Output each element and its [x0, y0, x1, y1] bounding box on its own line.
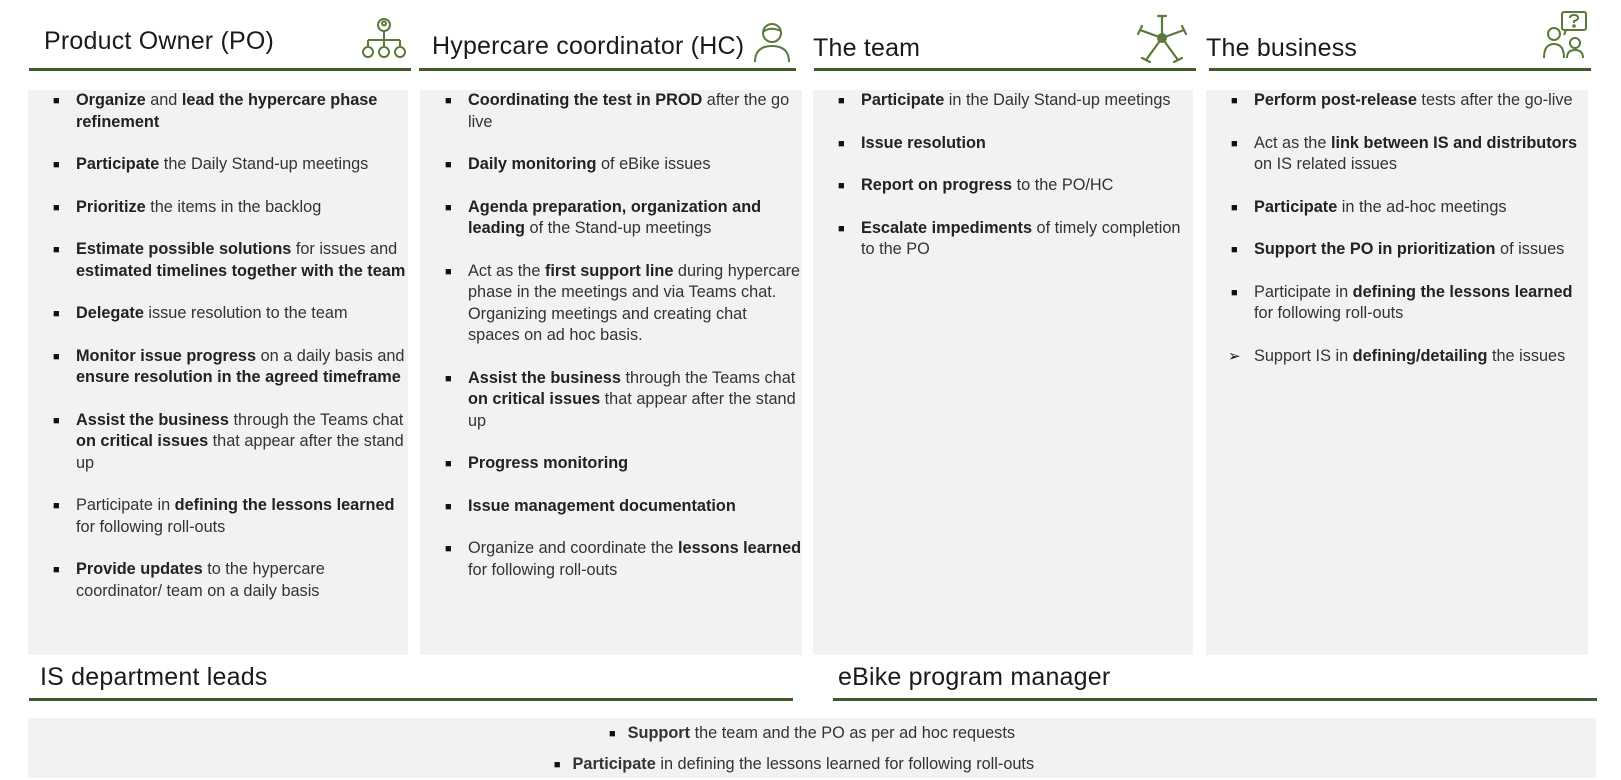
bold-text: defining the lessons learned	[1352, 282, 1573, 301]
shared-responsibility-box	[28, 718, 1596, 778]
text: of the Stand-up meetings	[525, 219, 712, 237]
text: for following roll-outs	[76, 517, 226, 536]
column-title: Hypercare coordinator (HC)	[432, 32, 745, 60]
bold-text: defining the lessons learned	[174, 496, 395, 514]
text: tests after the go-live	[1416, 91, 1573, 109]
text: in the Daily Stand-up meetings	[944, 91, 1171, 109]
bold-text: Assist the business	[468, 368, 621, 387]
header-underline	[29, 698, 793, 701]
responsibility-item	[28, 495, 408, 538]
responsibility-item	[813, 175, 1193, 197]
responsibility-item	[1206, 346, 1588, 368]
responsibility-item	[28, 346, 408, 389]
bold-text: lessons learned	[678, 539, 802, 557]
bold-text: ensure resolution in the agreed timeframe	[76, 368, 401, 386]
text: the items in the backlog	[145, 197, 322, 216]
text: the issues	[1487, 346, 1566, 365]
text: Support IS in	[1254, 346, 1353, 365]
square-bullet-icon: ■	[1231, 95, 1238, 107]
shared-item	[28, 718, 1596, 749]
square-bullet-icon: ■	[553, 759, 561, 771]
person-icon	[752, 20, 794, 64]
text: and	[145, 91, 182, 109]
responsibility-item	[420, 261, 802, 347]
square-bullet-icon: ■	[53, 95, 60, 107]
bold-text: Agenda preparation, organization and leading	[468, 197, 762, 237]
bold-text: Participate	[76, 155, 160, 173]
header-underline	[419, 68, 796, 71]
responsibility-item	[28, 154, 408, 176]
bold-text: link between IS and distributors	[1330, 133, 1578, 152]
text: for issues and	[291, 240, 398, 258]
square-bullet-icon: ■	[838, 137, 845, 150]
responsibility-list	[1206, 90, 1588, 367]
bold-text: lead the hypercare phase refinement	[76, 91, 378, 131]
responsibility-box	[420, 90, 802, 655]
bold-text: Support	[627, 724, 691, 742]
bold-text: on critical issues	[76, 432, 209, 450]
square-bullet-icon: ■	[53, 159, 60, 171]
square-bullet-icon: ■	[53, 350, 60, 363]
responsibility-box	[28, 90, 408, 655]
bold-text: Support the PO in prioritization	[1254, 240, 1496, 258]
responsibility-item	[420, 368, 802, 433]
responsibility-list	[813, 90, 1193, 261]
team-hands-icon	[1134, 12, 1190, 66]
text: Participate in	[76, 496, 175, 514]
responsibility-list	[28, 90, 408, 602]
text: in the ad-hoc meetings	[1337, 197, 1507, 216]
square-bullet-icon: ■	[1231, 244, 1238, 256]
text: to the hypercare coordinator/ team on a daily basis	[76, 560, 325, 600]
responsibility-item	[28, 239, 408, 282]
square-bullet-icon: ■	[1231, 286, 1238, 299]
bold-text: Estimate possible solutions	[76, 240, 292, 258]
bold-text: Perform post-release	[1254, 91, 1417, 109]
header-underline	[833, 698, 1597, 701]
bold-text: first support line	[544, 261, 674, 280]
bold-text: Participate	[572, 755, 656, 773]
text: on IS related issues	[1254, 155, 1397, 173]
text: Act as the	[468, 261, 545, 280]
header-underline	[1209, 68, 1591, 71]
responsibility-item	[813, 90, 1193, 112]
responsibility-box	[1206, 90, 1588, 655]
bold-text: Prioritize	[76, 197, 146, 216]
responsibility-list	[420, 90, 802, 581]
square-bullet-icon: ■	[609, 728, 616, 740]
column-title: The team	[813, 34, 921, 62]
responsibility-item	[28, 197, 408, 219]
bold-text: Report on progress	[861, 176, 1013, 194]
responsibility-item	[1206, 133, 1588, 176]
text: issue resolution to the team	[143, 304, 348, 322]
responsibility-item	[420, 90, 802, 133]
text: for following roll-outs	[1254, 304, 1404, 322]
responsibility-item	[420, 538, 802, 581]
responsibility-item	[1206, 239, 1588, 261]
bold-text: estimated timelines together with the team	[76, 261, 406, 280]
text: after the go live	[468, 91, 790, 131]
text: through the Teams chat	[228, 410, 404, 429]
text: that appear after the stand up	[76, 432, 404, 472]
responsibility-item	[1206, 197, 1588, 219]
bold-text: Provide updates	[76, 560, 203, 578]
responsibility-box	[813, 90, 1193, 655]
responsibility-item	[28, 303, 408, 325]
responsibility-item	[420, 453, 802, 475]
text: the Daily Stand-up meetings	[159, 155, 369, 173]
square-bullet-icon: ■	[445, 543, 452, 555]
text: of eBike issues	[596, 155, 711, 173]
bold-text: Organize	[76, 91, 146, 109]
square-bullet-icon: ■	[53, 564, 60, 576]
bold-text: on critical issues	[468, 390, 601, 408]
bold-text: Daily monitoring	[468, 155, 597, 173]
is-department-leads-title: IS department leads	[40, 663, 268, 691]
column-title: Product Owner (PO)	[44, 27, 275, 55]
bold-text: Progress monitoring	[468, 454, 629, 472]
bold-text: Escalate impediments	[861, 218, 1033, 237]
business-help-icon	[1542, 10, 1590, 60]
responsibility-item	[420, 154, 802, 176]
square-bullet-icon: ■	[53, 244, 60, 256]
text: in defining the lessons learned for following roll-outs	[655, 755, 1035, 773]
text: through the Teams chat	[620, 368, 796, 387]
square-bullet-icon: ■	[53, 414, 60, 427]
text: Organize and coordinate the	[468, 539, 678, 557]
text: Act as the	[1254, 133, 1331, 152]
square-bullet-icon: ■	[838, 222, 845, 235]
responsibility-item	[1206, 282, 1588, 325]
responsibility-item	[420, 496, 802, 518]
bold-text: Monitor issue progress	[76, 346, 257, 365]
responsibility-item	[813, 133, 1193, 155]
bold-text: Participate	[1254, 197, 1338, 216]
responsibility-item	[28, 559, 408, 602]
square-bullet-icon: ■	[445, 372, 452, 385]
text: for following roll-outs	[468, 560, 618, 579]
square-bullet-icon: ■	[1231, 137, 1238, 150]
responsibility-item	[28, 410, 408, 475]
text: on a daily basis and	[256, 346, 405, 365]
text: of issues	[1495, 240, 1565, 258]
square-bullet-icon: ■	[445, 265, 452, 278]
square-bullet-icon: ■	[1231, 201, 1238, 214]
text: Participate in	[1254, 282, 1353, 301]
org-chart-icon	[361, 16, 407, 62]
square-bullet-icon: ■	[445, 500, 452, 513]
text: that appear after the stand up	[468, 390, 796, 430]
column-title: The business	[1206, 34, 1358, 62]
square-bullet-icon: ■	[53, 201, 60, 214]
header-underline	[29, 68, 411, 71]
bold-text: Assist the business	[76, 410, 229, 429]
square-bullet-icon: ■	[53, 500, 60, 512]
header-underline	[814, 68, 1196, 71]
responsibility-item	[28, 90, 408, 133]
square-bullet-icon: ■	[445, 159, 452, 171]
square-bullet-icon: ■	[445, 95, 452, 107]
square-bullet-icon: ■	[53, 308, 60, 320]
text: the team and the PO as per ad hoc requests	[690, 724, 1015, 742]
square-bullet-icon: ■	[838, 95, 845, 107]
bold-text: Participate	[861, 91, 945, 109]
bold-text: defining/detailing	[1352, 346, 1488, 365]
responsibility-item	[420, 197, 802, 240]
text: of timely completion to the PO	[861, 218, 1181, 258]
bold-text: Coordinating the test in PROD	[468, 91, 703, 109]
responsibility-item	[1206, 90, 1588, 112]
responsibility-item	[813, 218, 1193, 261]
text: to the PO/HC	[1012, 176, 1114, 194]
bold-text: Issue resolution	[861, 133, 986, 152]
bold-text: Issue management documentation	[468, 496, 736, 515]
square-bullet-icon: ■	[445, 458, 452, 470]
text: during hypercare phase in the meetings and via Teams chat. Organizing meetings and creating chat spaces on ad hoc basis.	[468, 261, 801, 344]
arrow-bullet-icon: ➢	[1228, 347, 1241, 365]
square-bullet-icon: ■	[445, 201, 452, 214]
ebike-program-manager-title: eBike program manager	[838, 663, 1111, 691]
shared-item	[10, 749, 1578, 780]
bold-text: Delegate	[76, 304, 144, 322]
square-bullet-icon: ■	[838, 180, 845, 192]
